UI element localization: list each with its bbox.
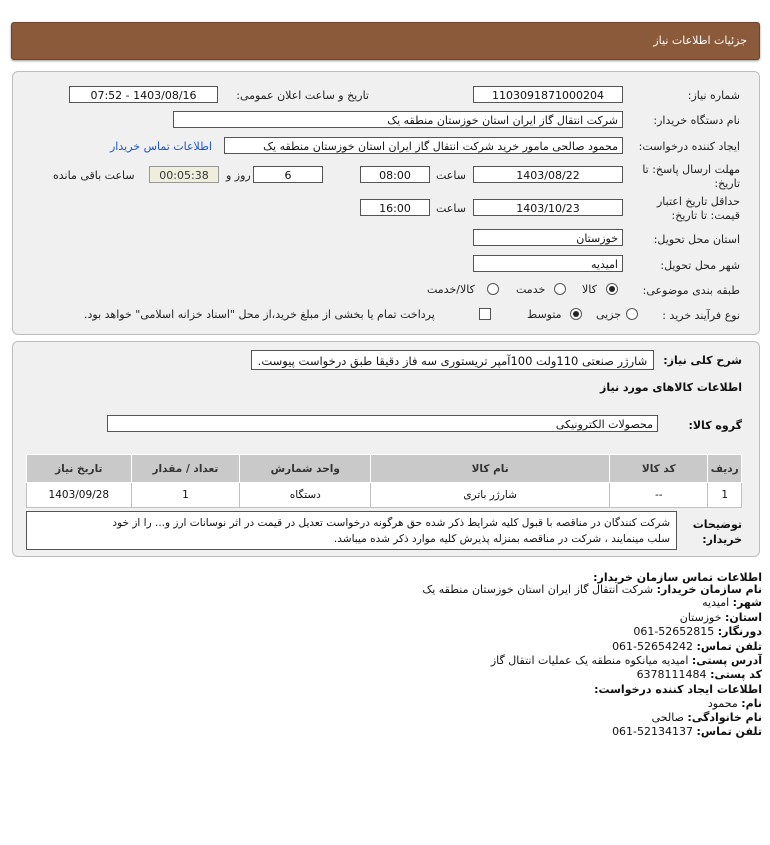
contact-fax: دورنگار: 061-52652815: [633, 625, 762, 638]
process-minor-radio[interactable]: [626, 308, 638, 320]
contact-title: اطلاعات تماس سازمان خریدار:: [593, 571, 762, 584]
category-service-radio[interactable]: [554, 283, 566, 295]
summary-label: شرح کلی نیاز:: [663, 354, 742, 367]
goods-table: [26, 454, 742, 508]
validity-time-field[interactable]: 16:00: [360, 199, 430, 216]
process-medium-label: متوسط: [527, 308, 562, 321]
col-code: کد کالا: [609, 455, 708, 483]
requester-label: ایجاد کننده درخواست:: [638, 140, 740, 153]
buyer-notes-line1: شرکت کنندگان در مناقصه با قبول کلیه شرایط ذکر شده حق هرگونه درخواست تعدیل در قیمت در اثر نوسانات ارز و... را از خود: [112, 517, 670, 529]
buyer-org-label: نام دستگاه خریدار:: [653, 114, 740, 127]
deadline-time-label: ساعت: [436, 169, 466, 182]
city-field[interactable]: امیدیه: [473, 255, 623, 272]
col-row: ردیف: [708, 455, 742, 483]
city-label: شهر محل تحویل:: [660, 259, 740, 272]
validity-time-label: ساعت: [436, 202, 466, 215]
deadline-label-line1: مهلت ارسال پاسخ: تا: [642, 163, 740, 176]
process-type-label: نوع فرآیند خرید :: [662, 309, 740, 322]
col-quantity: تعداد / مقدار: [131, 455, 240, 483]
remaining-time-display: 00:05:38: [149, 166, 219, 183]
cell-quantity: 1: [131, 483, 240, 508]
goods-section-title: اطلاعات کالاهای مورد نیاز: [600, 381, 742, 394]
province-label: استان محل تحویل:: [653, 233, 740, 246]
col-unit: واحد شمارش: [240, 455, 371, 483]
category-label: طبقه بندی موضوعی:: [642, 284, 740, 297]
contact-phone: تلفن تماس: 061-52654242: [612, 640, 762, 653]
table-row[interactable]: [27, 483, 742, 508]
creator-phone: تلفن تماس: 061-52134137: [612, 725, 762, 738]
cell-code: --: [609, 483, 708, 508]
cell-need-date: 1403/09/28: [27, 483, 132, 508]
page-title: جزئیات اطلاعات نیاز: [653, 34, 747, 47]
category-service-label: خدمت: [516, 283, 546, 296]
category-goods-label: کالا: [582, 283, 597, 296]
days-remaining-field[interactable]: 6: [253, 166, 323, 183]
province-field[interactable]: خوزستان: [473, 229, 623, 246]
category-goods-service-radio[interactable]: [487, 283, 499, 295]
goods-group-label: گروه کالا:: [688, 419, 742, 432]
deadline-label-line2: تاریخ:: [714, 177, 740, 190]
goods-group-field[interactable]: محصولات الکترونیکی: [107, 415, 658, 432]
deadline-date-field[interactable]: 1403/08/22: [473, 166, 623, 183]
validity-date-field[interactable]: 1403/10/23: [473, 199, 623, 216]
cell-unit: دستگاه: [240, 483, 371, 508]
announce-datetime-label: تاریخ و ساعت اعلان عمومی:: [236, 89, 369, 102]
remaining-label: ساعت باقی مانده: [53, 169, 135, 182]
creator-title: اطلاعات ایجاد کننده درخواست:: [594, 683, 762, 696]
process-minor-label: جزیی: [596, 308, 622, 321]
col-need-date: تاریخ نیاز: [27, 455, 132, 483]
need-number-field[interactable]: 1103091871000204: [473, 86, 623, 103]
buyer-notes-label-line2: خریدار:: [702, 533, 742, 546]
validity-label-line2: قیمت: تا تاریخ:: [671, 209, 740, 222]
creator-first-name: نام: محمود: [707, 697, 762, 710]
contact-city: شهر: امیدیه: [702, 596, 762, 609]
summary-field[interactable]: شارژر صنعتی 110ولت 100آمپر تریستوری سه فاز دقیقا طبق درخواست پیوست.: [251, 350, 654, 370]
deadline-time-field[interactable]: 08:00: [360, 166, 430, 183]
buyer-notes-box: [26, 511, 677, 550]
buyer-org-field[interactable]: شرکت انتقال گاز ایران استان خوزستان منطقه یک: [173, 111, 623, 128]
contact-org: نام سازمان خریدار: شرکت انتقال گاز ایران استان خوزستان منطقه یک: [422, 583, 762, 596]
cell-row: 1: [708, 483, 742, 508]
page-header: [11, 22, 760, 60]
need-number-label: شماره نیاز:: [687, 89, 740, 102]
goods-table-header: [27, 455, 742, 483]
contact-postal-code: کد پستی: 6378111484: [636, 668, 762, 681]
contact-address: آدرس پستی: امیدیه میانکوه منطقه یک عملیات انتقال گاز: [490, 654, 762, 667]
buyer-notes-line2: سلب مینمایند ، شرکت در مناقصه بمنزله پذیرش کلیه موارد ذکر شده میباشد.: [333, 533, 670, 545]
contact-province: استان: خوزستان: [679, 611, 762, 624]
buyer-contact-link[interactable]: اطلاعات تماس خریدار: [110, 140, 212, 153]
creator-last-name: نام خانوادگی: صالحی: [651, 711, 762, 724]
treasury-payment-checkbox[interactable]: [479, 308, 491, 320]
days-label: روز و: [226, 169, 251, 182]
process-medium-radio[interactable]: [570, 308, 582, 320]
validity-label-line1: حداقل تاریخ اعتبار: [656, 195, 740, 208]
treasury-payment-note: پرداخت تمام یا بخشی از مبلغ خرید،از محل "اسناد خزانه اسلامی" خواهد بود.: [84, 308, 435, 321]
cell-name: شارژر باتری: [371, 483, 610, 508]
category-goods-radio[interactable]: [606, 283, 618, 295]
category-goods-service-label: کالا/خدمت: [427, 283, 475, 296]
col-name: نام کالا: [371, 455, 610, 483]
buyer-notes-label-line1: توضیحات: [692, 518, 742, 531]
announce-datetime-field[interactable]: 1403/08/16 - 07:52: [69, 86, 218, 103]
requester-field[interactable]: محمود صالحی مامور خرید شرکت انتقال گاز ایران استان خوزستان منطقه یک: [224, 137, 623, 154]
